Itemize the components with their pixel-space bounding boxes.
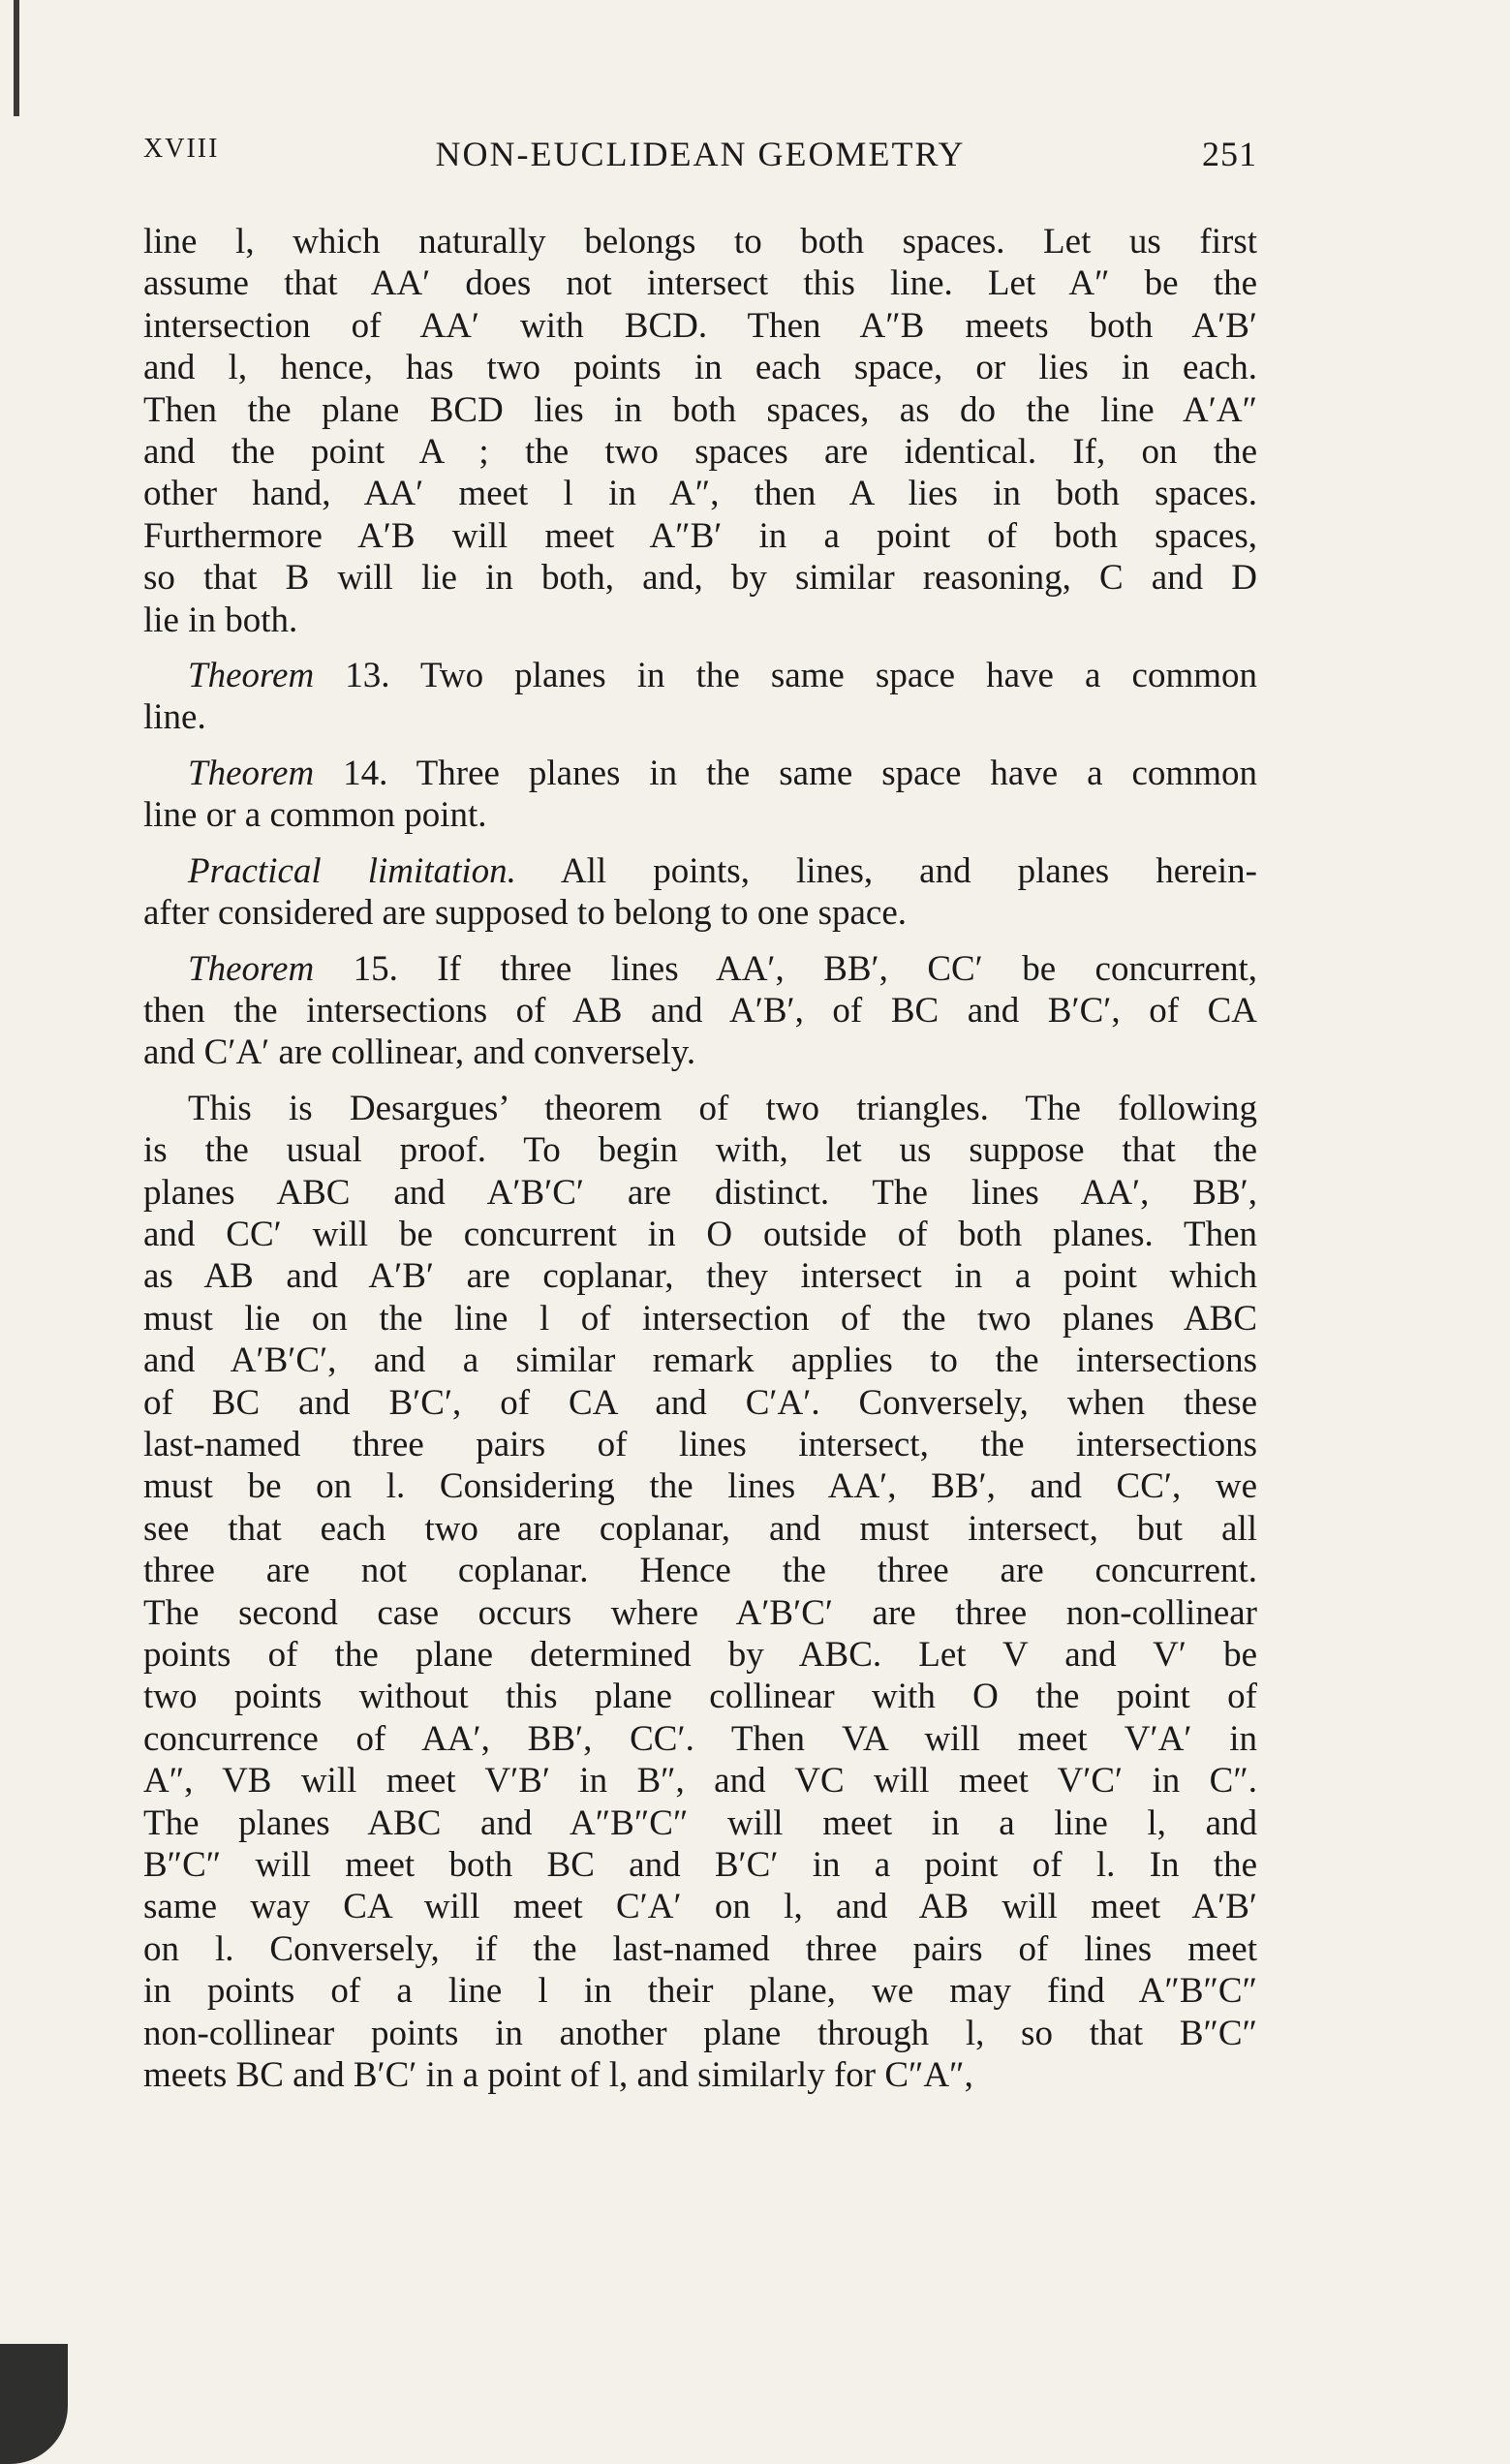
text-line: in points of a line l in their plane, we may find A″B″C″ [143, 1971, 1257, 2012]
text-line [143, 850, 1257, 892]
lead-phrase: Practical limitation. [188, 850, 516, 891]
chapter-number: XVIII [143, 134, 220, 164]
text-line: line l, which naturally belongs to both spaces. Let us first [143, 222, 1257, 262]
text-line: non-collinear points in another plane through l, so that B″C″ [143, 2013, 1257, 2053]
lead-phrase: Theorem [188, 948, 315, 989]
paragraph [143, 221, 1257, 641]
text-line: after considered are supposed to belong to one space. [143, 893, 908, 934]
running-header [143, 134, 1257, 182]
running-title: NON-EUCLIDEAN GEOMETRY [435, 135, 966, 173]
text-line: three are not coplanar. Hence the three are concurrent. [143, 1551, 1257, 1591]
scan-edge-mark-top [14, 0, 19, 116]
text-line: intersection of AA′ with BCD. Then A″B meets both A′B′ [143, 305, 1257, 346]
text-line: is the usual proof. To begin with, let us suppose that the [143, 1130, 1257, 1171]
text-line: B″C″ will meet both BC and B′C′ in a point of l. In the [143, 1845, 1257, 1886]
paragraph [143, 753, 1257, 837]
text-line: line. [143, 697, 206, 738]
text-line: must be on l. Considering the lines AA′, BB′, and CC′, we [143, 1466, 1257, 1507]
scan-edge-mark-bottom [0, 2344, 68, 2464]
text-line [143, 655, 1257, 696]
line-rest: All points, lines, and planes herein- [515, 850, 1257, 891]
lead-phrase: Theorem [188, 656, 315, 696]
paragraph [143, 655, 1257, 739]
text-line: The second case occurs where A′B′C′ are three non-collinear [143, 1592, 1257, 1633]
text-line [143, 948, 1257, 990]
text-line: This is Desargues’ theorem of two triangles. The following [188, 1088, 1257, 1128]
line-rest: 15. If three lines AA′, BB′, CC′ be concurrent, [314, 948, 1257, 989]
text-line: planes ABC and A′B′C′ are distinct. The lines AA′, BB′, [143, 1172, 1257, 1213]
text-line: see that each two are coplanar, and must intersect, but all [143, 1508, 1257, 1549]
text-line: same way CA will meet C′A′ on l, and AB will meet A′B′ [143, 1887, 1257, 1927]
text-line: and C′A′ are collinear, and conversely. [143, 1032, 696, 1073]
text-line: and the point A ; the two spaces are identical. If, on the [143, 432, 1257, 473]
text-line: The planes ABC and A″B″C″ will meet in a line l, and [143, 1802, 1257, 1843]
text-line: so that B will lie in both, and, by similar reasoning, C and D [143, 558, 1257, 599]
text-line: other hand, AA′ meet l in A″, then A lies in both spaces. [143, 474, 1257, 514]
text-line: line or a common point. [143, 795, 487, 836]
page-number: 251 [1202, 135, 1257, 173]
text-line: and A′B′C′, and a similar remark applies to the intersections [143, 1340, 1257, 1381]
text-line: assume that AA′ does not intersect this line. Let A″ be the [143, 263, 1257, 304]
text-line: then the intersections of AB and A′B′, of BC and B′C′, of CA [143, 990, 1257, 1031]
text-line: on l. Conversely, if the last-named three pairs of lines meet [143, 1928, 1257, 1969]
text-line: concurrence of AA′, BB′, CC′. Then VA will meet V′A′ in [143, 1718, 1257, 1759]
text-line: meets BC and B′C′ in a point of l, and similarly for C″A″, [143, 2055, 973, 2096]
text-line: A″, VB will meet V′B′ in B″, and VC will meet V′C′ in C″. [143, 1761, 1257, 1802]
text-line: and l, hence, has two points in each space, or lies in each. [143, 348, 1257, 388]
paragraph [143, 1088, 1257, 2097]
page-body [143, 221, 1257, 2110]
text-line: lie in both. [143, 600, 298, 640]
text-line: of BC and B′C′, of CA and C′A′. Conversely, when these [143, 1382, 1257, 1423]
lead-phrase: Theorem [188, 753, 315, 793]
text-line: points of the plane determined by ABC. Let V and V′ be [143, 1635, 1257, 1675]
line-rest: 13. Two planes in the same space have a common [314, 656, 1257, 696]
paragraph [143, 850, 1257, 935]
text-line: Furthermore A′B will meet A″B′ in a point of both spaces, [143, 515, 1257, 556]
text-line: and CC′ will be concurrent in O outside of both planes. Then [143, 1214, 1257, 1254]
text-line [143, 753, 1257, 794]
text-line: must lie on the line l of intersection of the two planes ABC [143, 1298, 1257, 1339]
paragraph [143, 948, 1257, 1074]
text-line: last-named three pairs of lines intersect, the intersections [143, 1424, 1257, 1464]
text-line: Then the plane BCD lies in both spaces, as do the line A′A″ [143, 389, 1257, 430]
text-line: as AB and A′B′ are coplanar, they intersect in a point which [143, 1256, 1257, 1297]
line-rest: 14. Three planes in the same space have a common [314, 753, 1257, 793]
text-line: two points without this plane collinear with O the point of [143, 1677, 1257, 1717]
